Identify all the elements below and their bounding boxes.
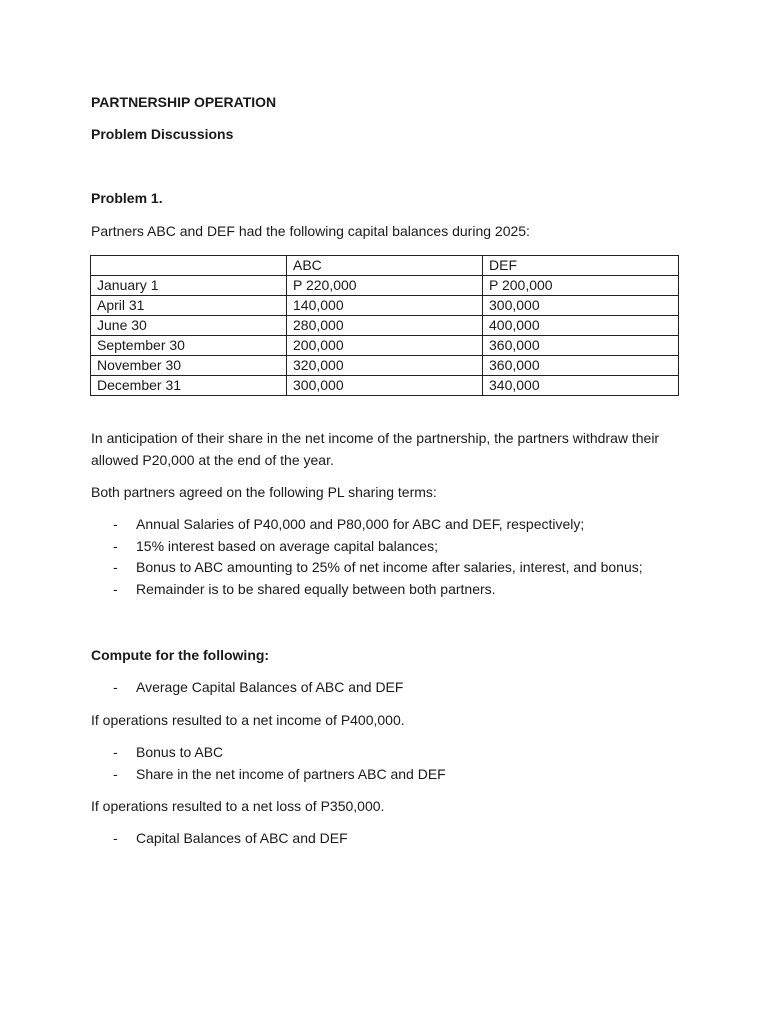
withdrawal-paragraph: In anticipation of their share in the net income of the partnership, the partners withdraw their allowed P20,000 at the end of the year. xyxy=(91,430,660,468)
table-cell: 300,000 xyxy=(287,376,483,396)
document-title: PARTNERSHIP OPERATION xyxy=(91,94,277,110)
list-item-text: Remainder is to be shared equally between both partners. xyxy=(136,580,496,597)
dash-bullet: - xyxy=(113,679,118,695)
list-item-text: Capital Balances of ABC and DEF xyxy=(136,830,348,846)
dash-bullet: - xyxy=(113,830,118,846)
loss-case-text: If operations resulted to a net loss of P350,000. xyxy=(91,798,385,814)
table-cell: 360,000 xyxy=(483,356,679,376)
table-cell: 200,000 xyxy=(287,336,483,356)
table-header-row xyxy=(91,256,679,276)
problem-heading: Problem 1. xyxy=(91,190,163,206)
table-cell: June 30 xyxy=(91,316,287,336)
table-cell: September 30 xyxy=(91,336,287,356)
table-row xyxy=(91,336,679,356)
document-subtitle: Problem Discussions xyxy=(91,126,234,142)
dash-bullet: - xyxy=(113,537,118,554)
table-cell: November 30 xyxy=(91,356,287,376)
dash-bullet: - xyxy=(113,559,118,575)
table-cell: December 31 xyxy=(91,376,287,396)
compute-heading: Compute for the following: xyxy=(91,647,270,663)
table-header-cell: ABC xyxy=(287,256,483,276)
dash-bullet: - xyxy=(113,765,118,782)
list-item-text: Average Capital Balances of ABC and DEF xyxy=(136,679,404,695)
table-header-cell: DEF xyxy=(483,256,679,276)
table-cell: 340,000 xyxy=(483,376,679,396)
dash-bullet: - xyxy=(113,744,118,760)
table-row xyxy=(91,296,679,316)
dash-bullet: - xyxy=(113,516,118,532)
table-cell: 140,000 xyxy=(287,296,483,316)
capital-balances-table xyxy=(90,255,679,396)
table-cell: 400,000 xyxy=(483,316,679,336)
list-item-text: Share in the net income of partners ABC and DEF xyxy=(136,765,446,782)
table-cell: 280,000 xyxy=(287,316,483,336)
table-row xyxy=(91,376,679,396)
table-row xyxy=(91,276,679,296)
income-case-text: If operations resulted to a net income of P400,000. xyxy=(91,712,405,728)
list-item-text: 15% interest based on average capital balances; xyxy=(136,537,438,554)
table-cell: 320,000 xyxy=(287,356,483,376)
table-row xyxy=(91,356,679,376)
list-item-text: Annual Salaries of P40,000 and P80,000 for ABC and DEF, respectively; xyxy=(136,516,585,532)
table-cell: P 220,000 xyxy=(287,276,483,296)
table-cell: P 200,000 xyxy=(483,276,679,296)
table-cell: April 31 xyxy=(91,296,287,316)
table-cell: 360,000 xyxy=(483,336,679,356)
table-row xyxy=(91,316,679,336)
list-item-text: Bonus to ABC xyxy=(136,744,224,760)
table-cell: 300,000 xyxy=(483,296,679,316)
intro-text: Partners ABC and DEF had the following capital balances during 2025: xyxy=(91,223,530,239)
terms-intro: Both partners agreed on the following PL sharing terms: xyxy=(91,484,437,500)
table-cell: January 1 xyxy=(91,276,287,296)
list-item-text: Bonus to ABC amounting to 25% of net income after salaries, interest, and bonus; xyxy=(136,559,643,575)
table-header-cell xyxy=(91,256,287,276)
dash-bullet: - xyxy=(113,580,118,597)
